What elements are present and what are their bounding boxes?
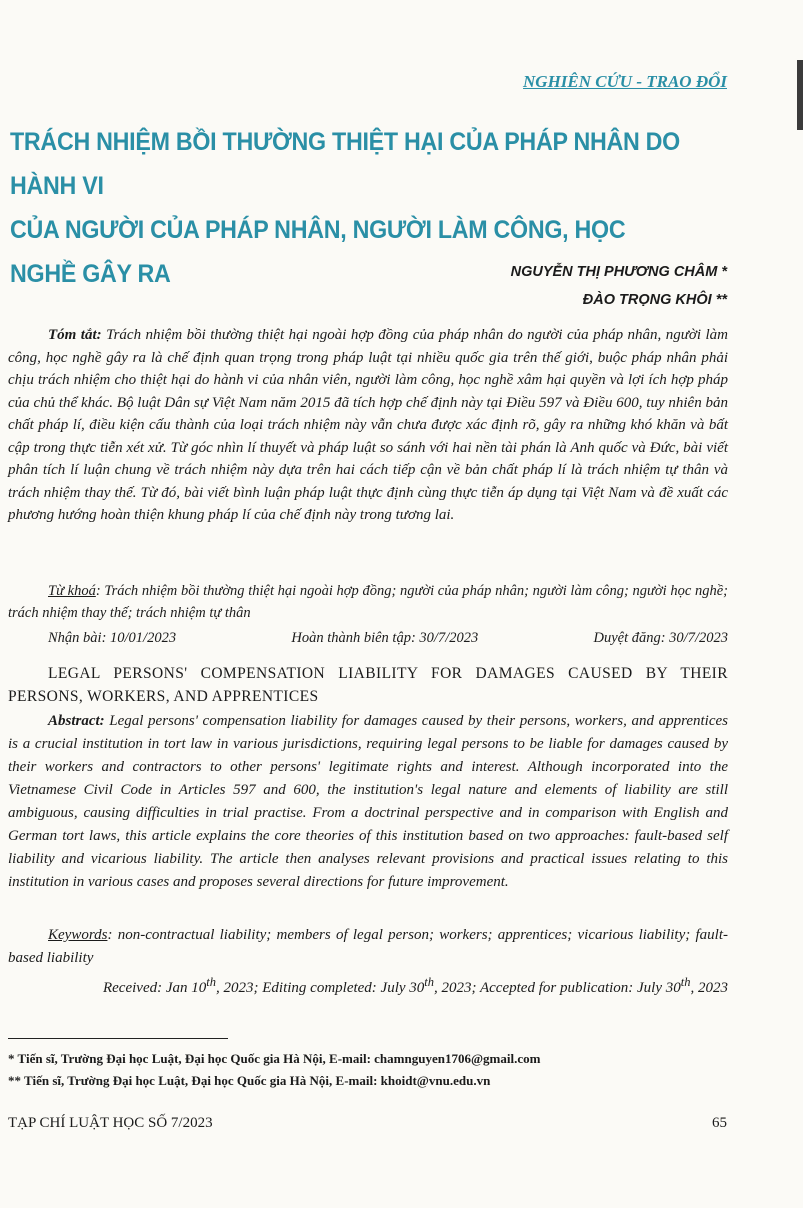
vietnamese-dates [48,630,728,647]
en-keywords-label: Keywords [48,927,108,943]
page-number: 65 [712,1115,727,1131]
english-abstract [8,710,728,894]
vi-abstract-text: Trách nhiệm bồi thường thiệt hại ngoài hợp đồng của pháp nhân do người của pháp nhân, người làm công, học nghề gây ra là chế định quan trọng trong pháp luật tại nhiều quốc gia trên thế giới, buộc pháp nhân phải chịu trách nhiệm cho thiệt hại do hành vi của nhân viên, người làm công, học nghề xâm hại quyền và lợi ích hợp pháp của chủ thể khác. Bộ luật Dân sự Việt Nam năm 2015 đã tích hợp chế định này tại Điều 597 và Điều 600, tuy nhiên bản chất pháp lí, điều kiện cấu thành của loại trách nhiệm này vẫn chưa được xác định rõ, gây ra những khó khăn và bất cập trong thực tiễn xét xử. Từ góc nhìn lí thuyết và pháp luật so sánh với hai nền tài phán là Anh quốc và Đức, bài viết phân tích lí luận chung về trách nhiệm này dựa trên hai cách tiếp cận về bản chất pháp lí là trách nhiệm tự thân và trách nhiệm thay thế. Từ đó, bài viết bình luận pháp luật thực định cùng thực tiễn áp dụng tại Việt Nam và đề xuất các phương hướng hoàn thiện khung pháp lí của chế định này trong tương lai. [8,327,728,523]
en-date-accepted-sup: th [680,975,691,989]
author-2: ĐÀO TRỌNG KHÔI ** [582,292,727,308]
vietnamese-abstract [8,324,728,527]
en-abstract-label: Abstract: [48,713,105,729]
en-date-received: Received: Jan 10 [102,980,207,996]
footnote-divider [8,1038,228,1039]
en-date-suffix: , 2023 [690,980,728,996]
vi-keywords-text: : Trách nhiệm bồi thường thiệt hại ngoài hợp đồng; người của pháp nhân; người làm công; người học nghề; trách nhiệm thay thế; trách nhiệm tự thân [8,583,728,621]
footnote-1: * Tiến sĩ, Trường Đại học Luật, Đại học Quốc gia Hà Nội, E-mail: chamnguyen1706@gmail.com [8,1051,541,1066]
section-label: NGHIÊN CỨU - TRAO ĐỔI [523,72,727,91]
english-dates [8,975,728,997]
en-date-edited-sup: th [424,975,435,989]
english-keywords [8,924,728,970]
footnotes [8,1048,728,1092]
vi-date-edited: Hoàn thành biên tập: 30/7/2023 [291,630,479,646]
english-title: LEGAL PERSONS' COMPENSATION LIABILITY FOR DAMAGES CAUSED BY THEIR PERSONS, WORKERS, AND APPRENTICES [8,665,728,705]
vietnamese-keywords [8,580,728,624]
title-line-1: TRÁCH NHIỆM BỒI THƯỜNG THIỆT HẠI CỦA PHÁP NHÂN DO HÀNH VI [10,128,680,200]
title-line-2: CỦA NGƯỜI CỦA PHÁP NHÂN, NGƯỜI LÀM CÔNG, HỌC NGHỀ GÂY RA [10,216,626,288]
en-abstract-text: Legal persons' compensation liability for damages caused by their persons, workers, and apprentices is a crucial institution in tort law in various jurisdictions, requiring legal persons to be liable for damages caused by their workers and contractors to other persons' legitimate rights and interest. Although incorporated into the Vietnamese Civil Code in Articles 597 and 600, the institution's legal nature and elements of liability are still ambiguous, causing difficulties in trial practise. From a doctrinal perspective and in comparison with English and German tort laws, this article explains the core theories of this institution based on two approaches: fault-based self liability and vicarious liability. The article then analyses relevant provisions and practical issues relating to this institution in various cases and proposes several directions for future improvement. [8,713,728,890]
vi-date-accepted: Duyệt đăng: 30/7/2023 [593,630,728,646]
en-date-edited: , 2023; Editing completed: July 30 [216,980,425,996]
vi-keywords-label: Từ khoá [48,583,96,599]
vi-date-received: Nhận bài: 10/01/2023 [48,630,177,646]
authors [511,258,727,314]
journal-footer: TẠP CHÍ LUẬT HỌC SỐ 7/2023 [8,1115,213,1131]
en-keywords-text: : non-contractual liability; members of legal person; workers; apprentices; vicarious liability; fault-based liability [8,927,728,966]
en-date-received-sup: th [206,975,216,989]
author-1: NGUYỄN THỊ PHƯƠNG CHÂM * [510,264,727,280]
en-date-accepted: , 2023; Accepted for publication: July 30 [434,980,681,996]
page-edge-mark [797,60,803,130]
vi-abstract-label: Tóm tắt: [48,327,102,343]
footnote-2: ** Tiến sĩ, Trường Đại học Luật, Đại học Quốc gia Hà Nội, E-mail: khoidt@vnu.edu.vn [8,1073,491,1088]
